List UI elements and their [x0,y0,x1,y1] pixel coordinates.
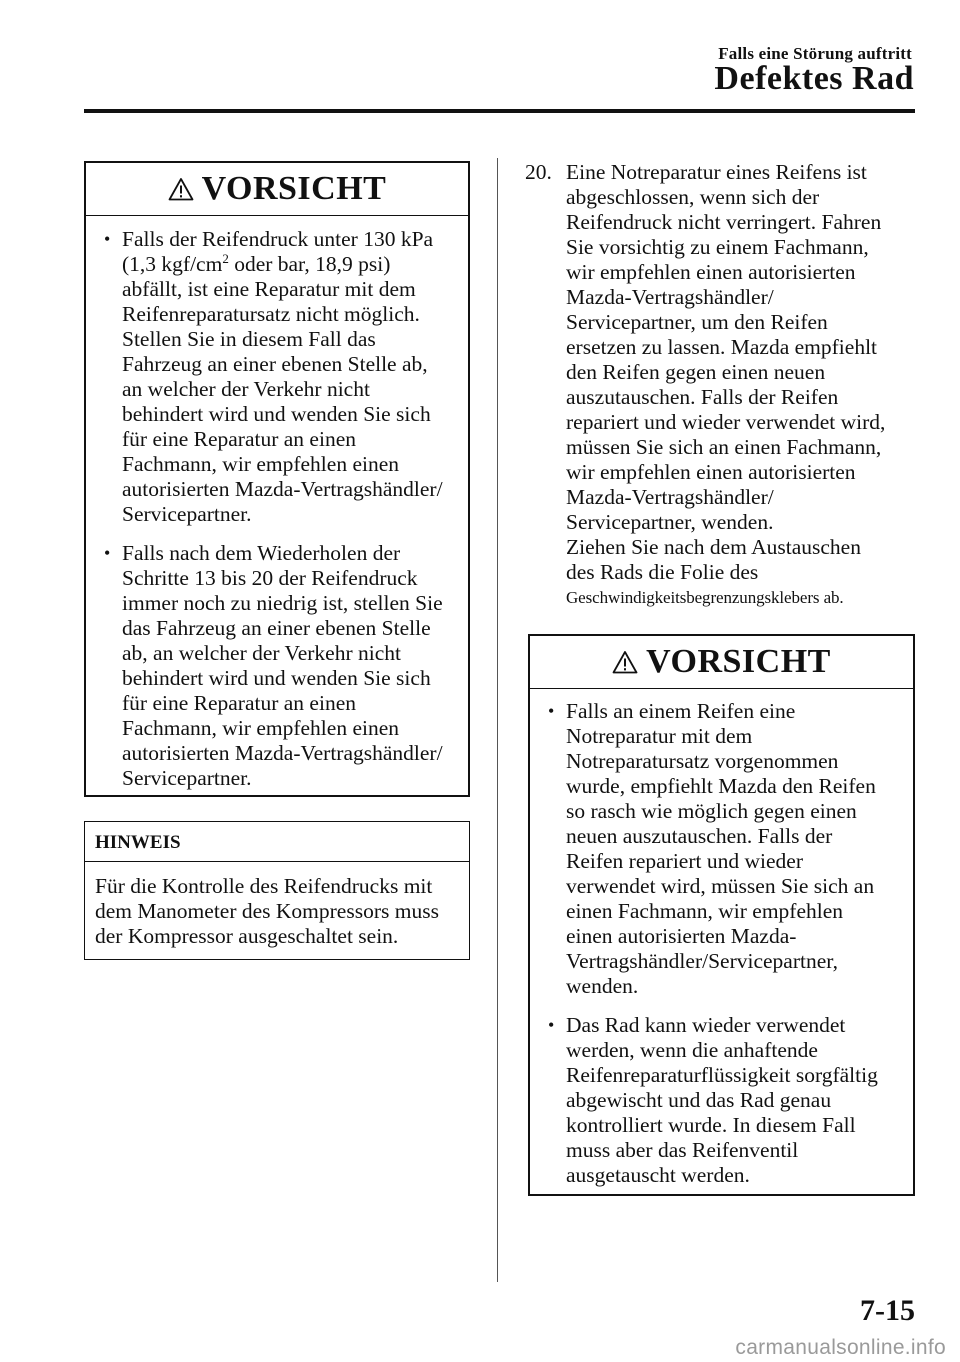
warning-triangle-icon [612,650,638,674]
caution-box-right [528,634,915,1196]
bullet-dot: • [548,701,555,721]
step-number: 20. [525,160,552,184]
bullet-dot: • [104,543,111,563]
section-label: Falls eine Störung auftritt [718,44,912,63]
warning-triangle-icon [168,177,194,201]
site-watermark: carmanualsonline.info [735,1336,946,1359]
header-divider [84,109,915,113]
note-box [84,821,470,960]
caution-title: VORSICHT [201,170,387,207]
caution-bullet: • Das Rad kann wieder verwendet werden, wenn die anhaftende Reifenreparaturflüssigkeit sorgfältig abgewischt und das Rad genau kontrolliert wurde. In diesem Fall muss aber das Reifenventil ausgetauscht werden. [548,1013,878,1187]
bullet-dot: • [104,229,111,249]
note-title: HINWEIS [85,822,469,862]
caution-box-left [84,161,470,797]
caution-header [530,636,913,689]
note-text: Für die Kontrolle des Reifendrucks mit dem Manometer des Kompressors muss der Kompressor ausgeschaltet sein. [95,874,439,948]
caution-bullet: • Falls nach dem Wiederholen der Schritte 13 bis 20 der Reifendruck immer noch zu niedrig ist, stellen Sie das Fahrzeug an einer ebenen Stelle ab, an welcher der Verkehr nicht behindert wird und wenden Sie sich für eine Reparatur an einen Fachmann, wir empfehlen einen autorisierten Mazda-Vertragshändler/ Servicepartner. [104,541,443,790]
caution-header [86,163,468,216]
bullet-dot: • [548,1015,555,1035]
caution-bullet: • Falls der Reifendruck unter 130 kPa (1,3 kgf/$cm^2$ oder bar, 18,9 psi) abfällt, ist eine Reparatur mit dem Reifenreparatursatz nicht möglich. Stellen Sie in diesem Fall das Fahrzeug an einer ebenen Stelle ab, an welcher der Verkehr nicht behindert wird und wenden Sie sich für eine Reparatur an einen Fachmann, wir empfehlen einen autorisierten Mazda-Vertragshändler/ Servicepartner. [104,227,443,526]
page-number: 7-15 [860,1294,915,1327]
page-title: Defektes Rad [714,60,914,97]
column-divider [497,158,498,1282]
caution-bullet: • Falls an einem Reifen eine Notreparatur mit dem Notreparatursatz vorgenommen wurde, empfiehlt Mazda den Reifen so rasch wie möglich gegen einen neuen auszutauschen. Falls der Reifen repariert und wieder verwendet wird, müssen Sie sich an einen Fachmann, wir empfehlen einen autorisierten Mazda- Vertragshändler/Servicepartner, wenden. [548,699,876,998]
caution-title: VORSICHT [646,643,831,680]
step-20 [525,160,925,610]
step-text: Eine Notreparatur eines Reifens ist abgeschlossen, wenn sich der Reifendruck nicht verringert. Fahren Sie vorsichtig zu einem Fachmann, wir empfehlen einen autorisierten Mazda-Vertragshändler/ Servicepartner, um den Reifen ersetzen zu lassen. Mazda empfiehlt den Reifen gegen einen neuen auszutauschen. Falls der Reifen repariert und wieder verwendet wird, müssen Sie sich an einen Fachmann, wir empfehlen einen autorisierten Mazda-Vertragshändler/ Servicepartner, wenden. Ziehen Sie nach dem Austauschen des Rads die Folie des Geschwindigkeitsbegrenzungsklebers ab. [566,160,886,607]
